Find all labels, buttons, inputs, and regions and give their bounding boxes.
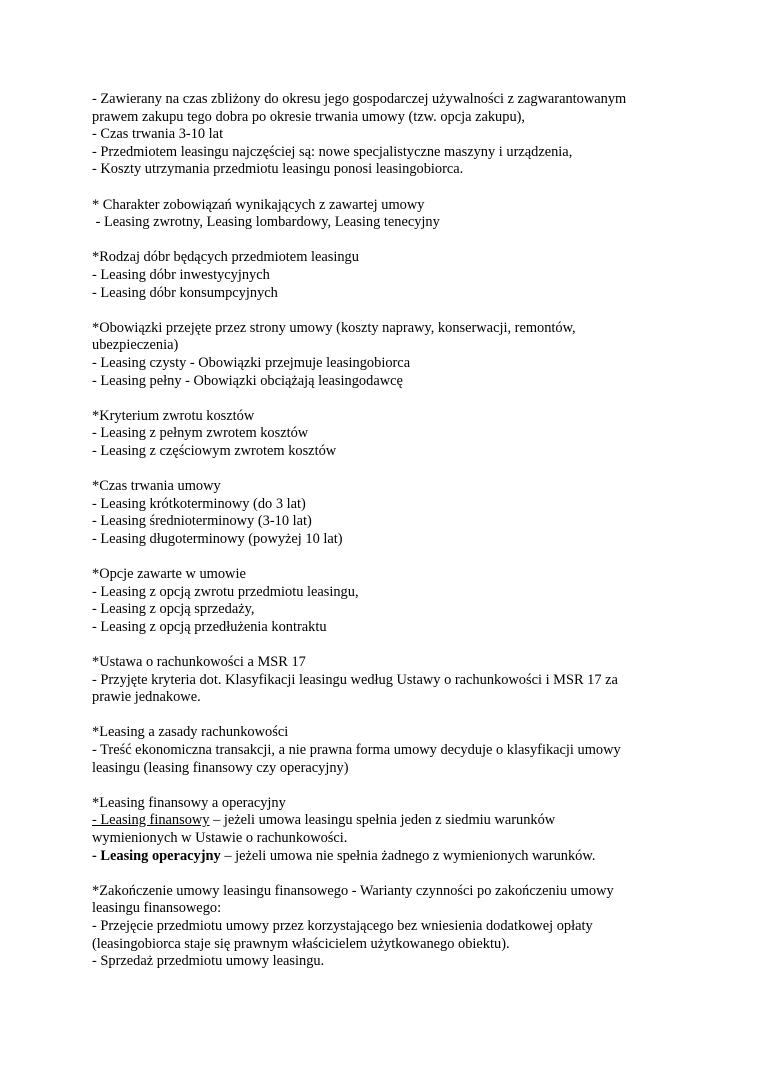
section-heading: *Obowiązki przejęte przez strony umowy (koszty naprawy, konserwacji, remontów, [92, 319, 576, 336]
paragraph-gap [92, 179, 672, 197]
text-line: - Leasing czysty - Obowiązki przejmuje leasingobiorca [92, 354, 411, 371]
text-line: - Leasing zwrotny, Leasing lombardowy, Leasing tenecyjny [92, 214, 440, 231]
paragraph-gap [92, 548, 672, 566]
paragraph-accounting-rules [92, 724, 672, 777]
paragraph-gap [92, 865, 672, 883]
text-line: - Leasing średnioterminowy (3-10 lat) [92, 513, 312, 530]
paragraph-gap [92, 777, 672, 795]
operational-leasing-term: - Leasing operacyjny [92, 847, 221, 864]
paragraph-obligations-character [92, 197, 672, 232]
paragraph-contract-options [92, 566, 672, 636]
text-line [92, 848, 672, 866]
section-heading: *Kryterium zwrotu kosztów [92, 407, 255, 424]
text-line: - Leasing długoterminowy (powyżej 10 lat) [92, 530, 343, 547]
text-line: - Przedmiotem leasingu najczęściej są: nowe specjalistyczne maszyny i urządzenia, [92, 143, 573, 160]
text-line: - Treść ekonomiczna transakcji, a nie prawna forma umowy decyduje o klasyfikacji umowy [92, 741, 621, 758]
paragraph-financial-vs-operational [92, 795, 672, 865]
text-line: prawie jednakowe. [92, 689, 201, 706]
paragraph-duties [92, 320, 672, 390]
section-heading: *Rodzaj dóbr będących przedmiotem leasingu [92, 249, 359, 266]
section-heading: *Opcje zawarte w umowie [92, 566, 246, 583]
text-line: - Leasing pełny - Obowiązki obciążają leasingodawcę [92, 372, 403, 389]
financial-leasing-description: – jeżeli umowa leasingu spełnia jeden z siedmiu warunków [209, 812, 556, 829]
paragraph-contract-duration [92, 478, 672, 548]
text-line: - Leasing dóbr inwestycyjnych [92, 266, 270, 283]
text-line [92, 812, 672, 830]
section-heading: *Leasing a zasady rachunkowości [92, 724, 289, 741]
paragraph-goods-type [92, 249, 672, 302]
text-line: - Leasing z opcją przedłużenia kontraktu [92, 618, 327, 635]
section-heading: * Charakter zobowiązań wynikających z zawartej umowy [92, 196, 425, 213]
operational-leasing-description: – jeżeli umowa nie spełnia żadnego z wymienionych warunków. [220, 847, 596, 864]
paragraph-accounting-act [92, 654, 672, 707]
text-line: - Przejęcie przedmiotu umowy przez korzystającego bez wniesienia dodatkowej opłaty [92, 917, 593, 934]
section-heading: *Zakończenie umowy leasingu finansowego - Warianty czynności po zakończeniu umowy [92, 882, 614, 899]
text-line: - Leasing z opcją zwrotu przedmiotu leasingu, [92, 583, 359, 600]
paragraph-gap [92, 707, 672, 725]
document-page [92, 91, 672, 971]
paragraph-gap [92, 460, 672, 478]
text-line: - Koszty utrzymania przedmiotu leasingu ponosi leasingobiorca. [92, 161, 464, 178]
paragraph-gap [92, 232, 672, 250]
paragraph-gap [92, 636, 672, 654]
text-line: - Leasing z opcją sprzedaży, [92, 601, 255, 618]
section-heading: *Czas trwania umowy [92, 478, 221, 495]
text-line: prawem zakupu tego dobra po okresie trwania umowy (tzw. opcja zakupu), [92, 108, 526, 125]
text-line: wymienionych w Ustawie o rachunkowości. [92, 829, 348, 846]
section-heading: *Ustawa o rachunkowości a MSR 17 [92, 654, 306, 670]
text-line: - Przyjęte kryteria dot. Klasyfikacji leasingu według Ustawy o rachunkowości i MSR 17 za [92, 671, 618, 688]
financial-leasing-term: - Leasing finansowy [92, 812, 210, 829]
text-line: - Leasing z pełnym zwrotem kosztów [92, 425, 309, 442]
text-line: leasingu (leasing finansowy czy operacyjny) [92, 759, 349, 776]
text-line: - Sprzedaż przedmiotu umowy leasingu. [92, 953, 325, 970]
section-heading: *Leasing finansowy a operacyjny [92, 794, 286, 811]
text-line: - Leasing z częściowym zwrotem kosztów [92, 442, 337, 459]
text-line: - Zawierany na czas zbliżony do okresu jego gospodarczej używalności z zagwarantowanym [92, 91, 627, 107]
paragraph-financial-leasing-ending [92, 883, 672, 971]
paragraph-leasing-features [92, 91, 672, 179]
text-line: leasingu finansowego: [92, 900, 222, 917]
text-line: - Leasing krótkoterminowy (do 3 lat) [92, 495, 306, 512]
text-line: - Czas trwania 3-10 lat [92, 126, 224, 143]
paragraph-gap [92, 390, 672, 408]
paragraph-gap [92, 302, 672, 320]
text-line: - Leasing dóbr konsumpcyjnych [92, 284, 278, 301]
text-line: ubezpieczenia) [92, 337, 179, 354]
paragraph-cost-return [92, 408, 672, 461]
text-line: (leasingobiorca staje się prawnym właścicielem użytkowanego obiektu). [92, 935, 510, 952]
